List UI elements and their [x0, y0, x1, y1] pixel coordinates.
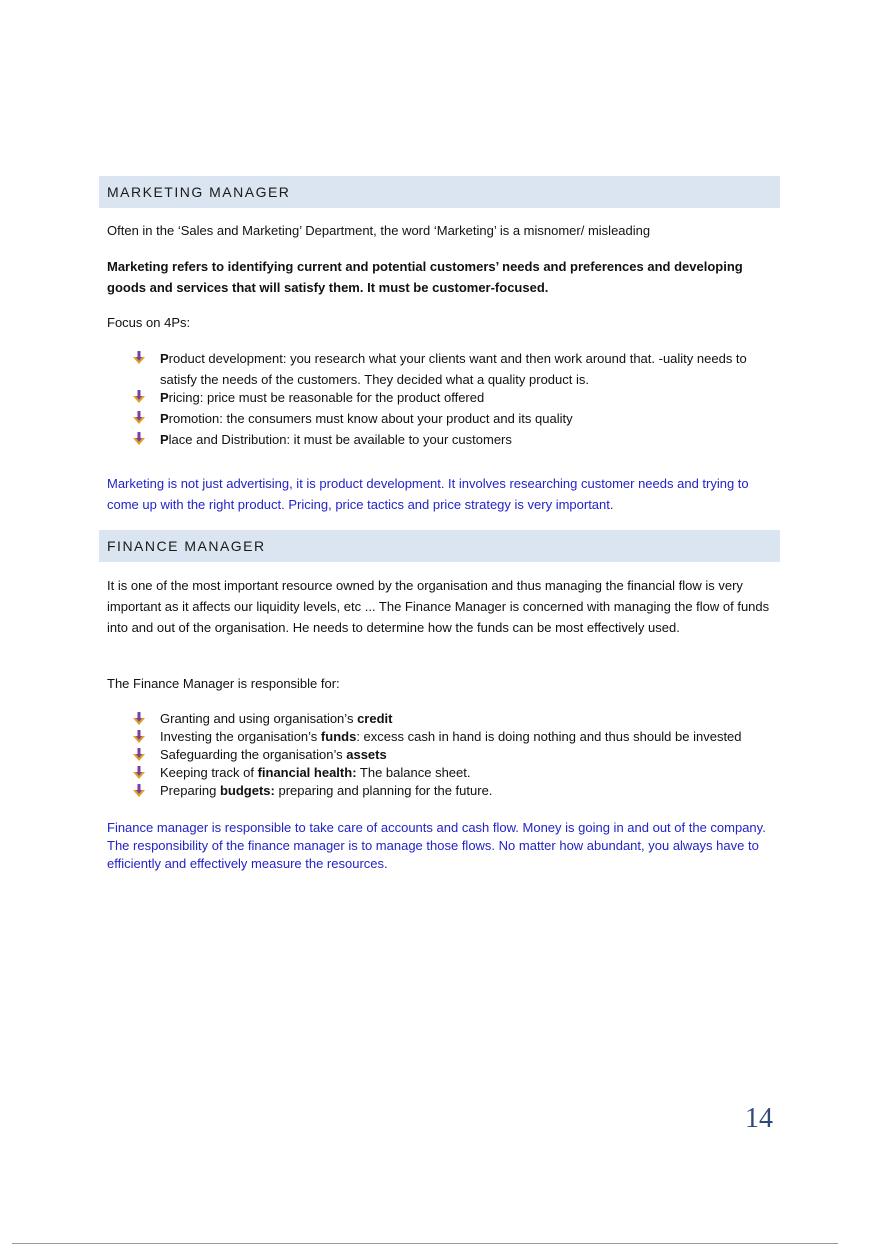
list-item: Product development: you research what your clients want and then work around that. -uality needs to satisfy the needs of the customers. They decided what a quality product is. — [132, 348, 772, 390]
marketing-manager-header: MARKETING MANAGER — [99, 176, 780, 208]
list-item: Safeguarding the organisation’s assets — [132, 746, 772, 764]
page-number: 14 — [745, 1103, 773, 1134]
marketing-note: Marketing is not just advertising, it is product development. It involves researching customer needs and trying to come up with the right product. Pricing, price tactics and price strategy is very important. — [107, 476, 749, 512]
down-arrow-bullet-icon — [132, 410, 146, 424]
marketing-intro: Often in the ‘Sales and Marketing’ Department, the word ‘Marketing’ is a misnomer/ misleading — [107, 223, 651, 238]
down-arrow-bullet-icon — [132, 712, 146, 726]
down-arrow-bullet-icon — [132, 730, 146, 744]
finance-manager-header: FINANCE MANAGER — [99, 530, 780, 562]
list-item: Granting and using organisation’s credit — [132, 710, 772, 728]
list-item: Pricing: price must be reasonable for the product offered — [132, 387, 772, 408]
list-item: Investing the organisation’s funds: excess cash in hand is doing nothing and thus should be invested — [132, 728, 772, 746]
finance-intro: It is one of the most important resource owned by the organisation and thus managing the financial flow is very important as it affects our liquidity levels, etc ... The Finance Manager is concerned with managing the flow of funds into and out of the organisation. He needs to determine how the funds can be most effectively used. — [107, 578, 770, 635]
down-arrow-bullet-icon — [132, 784, 146, 798]
footer-divider — [12, 1243, 838, 1244]
list-item: Preparing budgets: preparing and planning for the future. — [132, 782, 772, 800]
finance-responsible-label: The Finance Manager is responsible for: — [107, 676, 340, 691]
finance-responsibilities-list — [132, 710, 772, 800]
down-arrow-bullet-icon — [132, 766, 146, 780]
list-item: Place and Distribution: it must be available to your customers — [132, 429, 772, 450]
marketing-focus-label: Focus on 4Ps: — [107, 315, 191, 330]
marketing-definition: Marketing refers to identifying current and potential customers’ needs and preferences and developing goods and services that will satisfy them. It must be customer-focused. — [107, 259, 743, 295]
finance-note: Finance manager is responsible to take care of accounts and cash flow. Money is going in and out of the company. The responsibility of the finance manager is to manage those flows. No matter how abundant, you always have to efficiently and effectively measure the resources. — [107, 820, 766, 871]
list-item: Keeping track of financial health: The balance sheet. — [132, 764, 772, 782]
down-arrow-bullet-icon — [132, 389, 146, 403]
list-item: Promotion: the consumers must know about your product and its quality — [132, 408, 772, 429]
down-arrow-bullet-icon — [132, 748, 146, 762]
down-arrow-bullet-icon — [132, 350, 146, 364]
marketing-4ps-list — [132, 348, 772, 450]
down-arrow-bullet-icon — [132, 431, 146, 445]
